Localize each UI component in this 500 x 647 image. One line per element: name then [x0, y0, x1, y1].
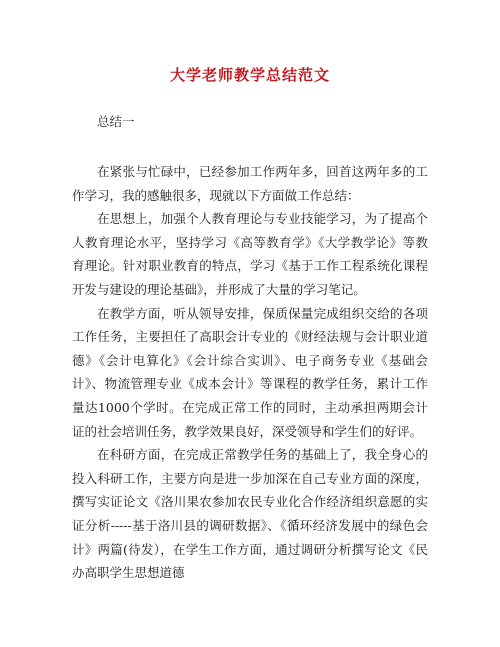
- document-body: [72, 160, 428, 585]
- paragraph: 在紧张与忙碌中，已经参加工作两年多，回首这两年多的工作学习，我的感触很多，现就以下方面做工作总结：: [72, 164, 428, 203]
- paragraph: 在思想上，加强个人教育理论与专业技能学习，为了提高个人教育理论水平，坚持学习《高等教育学》《大学教学论》等教育理论。针对职业教育的特点，学习《基于工作工程系统化课程开发与建设的理论基础》，并形成了大量的学习笔记。: [72, 211, 428, 297]
- paragraph: 在教学方面，听从领导安排，保质保量完成组织交给的各项工作任务，主要担任了高职会计专业的《财经法规与会计职业道德》《会计电算化》《会计综合实训》、电子商务专业《基础会计》、物流管理专业《成本会计》等课程的教学任务，累计工作量达1000个学时。在完成正常工作的同时，主动承担两期会计证的社会培训任务，教学效果良好，深受领导和学生们的好评。: [72, 305, 428, 439]
- document-title: 大学老师教学总结范文: [169, 66, 330, 84]
- paragraph: 在科研方面，在完成正常教学任务的基础上了，我全身心的投入科研工作，主要方向是进一步加深在自己专业方面的深度，撰写实证论文《洛川果农参加农民专业化合作经济组织意愿的实证分析-----基于洛川县的调研数据》、《循环经济发展中的绿色会计》两篇(待发），在学生工作方面，通过调研分析撰写论文《民办高职学生思想道德: [72, 447, 428, 581]
- section-label: 总结一: [97, 114, 135, 129]
